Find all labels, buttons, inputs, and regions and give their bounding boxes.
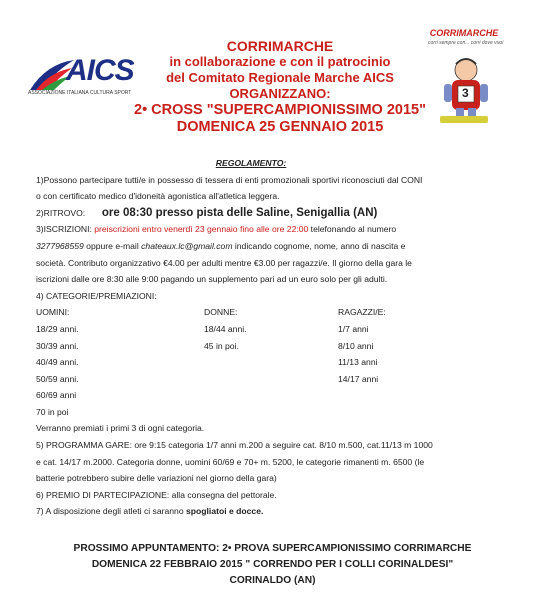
corrimarche-wordmark: CORRIMARCHE [429, 28, 499, 38]
premio-text: : alla consegna del pettorale. [166, 489, 277, 500]
rule-3-line-2 [36, 238, 506, 255]
rule-1-line-2: o con certificato medico d'idoneità agonistica all'atletica leggera. [36, 191, 280, 202]
rule-7-bold: spogliatoi e docce. [186, 506, 264, 517]
uomini-column [36, 304, 79, 420]
programma-label: 5) PROGRAMMA GARE [36, 439, 130, 450]
organize-line: ORGANIZZANO: [229, 86, 331, 101]
donne-item: 45 in poi. [204, 340, 239, 351]
mascot-bib-number: 3 [462, 86, 469, 100]
rule-4-title: 4) CATEGORIE/PREMIAZIONI: [36, 290, 157, 301]
rule-1-line-1: 1)Possono partecipare tutti/e in possesso di tessera di enti promozionali sportivi riconosciuti dal CONI [36, 174, 423, 185]
programma-text-1: : ore 9:15 categoria 1/7 anni m.200 a seguire cat. 8/10 m.500, cat.11/13 m 1000 [129, 439, 433, 450]
iscrizioni-details: indicando cognome, nome, anno di nascita e [232, 240, 406, 251]
ritrovo-value: ore 08:30 presso pista delle Saline, Senigallia (AN) [101, 206, 378, 219]
ragazzi-item: 11/13 anni [338, 357, 378, 368]
uomini-item: 70 in poi [36, 406, 69, 417]
uomini-item: 50/59 anni. [36, 373, 79, 384]
corrimarche-logo [418, 28, 510, 128]
ragazzi-item: 8/10 anni [338, 340, 374, 351]
rule-3-line-1 [36, 221, 506, 238]
uomini-item: 60/69 anni [36, 390, 77, 401]
rule-7-text: 7) A disposizione degli atleti ci saranno [36, 506, 187, 517]
aics-logo [28, 50, 134, 100]
uomini-item: 18/29 anni. [36, 323, 79, 334]
donne-column [204, 304, 247, 354]
runner-mascot-icon [418, 28, 510, 128]
ragazzi-item: 1/7 anni [338, 323, 369, 334]
event-date: DOMENICA 25 GENNAIO 2015 [176, 119, 384, 135]
next-event-footer [20, 541, 525, 589]
ragazzi-column [338, 304, 386, 387]
iscrizioni-deadline: preiscrizioni entro venerdì 23 gennaio fino alle ore 22:00 [94, 224, 309, 235]
aics-subtitle: ASSOCIAZIONE ITALIANA CULTURA SPORT [28, 90, 132, 96]
organizer-name: CORRIMARCHE [226, 38, 334, 54]
ritrovo-label: 2)RITROVO: [36, 207, 86, 218]
ragazzi-item: 14/17 anni [338, 373, 379, 384]
uomini-item: 40/49 anni. [36, 357, 79, 368]
uomini-item: 30/39 anni. [36, 340, 79, 351]
ragazzi-title: RAGAZZI/E: [338, 307, 386, 318]
iscrizioni-label: 3)ISCRIZIONI: [36, 224, 92, 235]
rule-3-line-3: società. Contributo organizzativo €4.00 per adulti mentre €3.00 per ragazzi/e. Il giorno della gara le [36, 257, 412, 268]
rule-7 [36, 503, 506, 520]
regolamento-title: REGOLAMENTO: [215, 158, 287, 168]
mascot-ground-band [440, 116, 488, 123]
iscrizioni-phone: 3277968559 [36, 240, 84, 251]
iscrizioni-email-link[interactable]: chateaux.lc@gmail.com [141, 240, 233, 251]
rule-6 [36, 487, 506, 504]
premiazioni-note: Verranno premiati i primi 3 di ogni categoria. [36, 423, 205, 434]
next-event-line-1: PROSSIMO APPUNTAMENTO: 2• PROVA SUPERCAMPIONISSIMO CORRIMARCHE [73, 543, 472, 554]
iscrizioni-email-intro: oppure e-mail [83, 240, 142, 251]
donne-item: 18/44 anni. [204, 323, 247, 334]
premio-label: 6) PREMIO DI PARTECIPAZIONE [36, 489, 167, 500]
rule-5-line-1 [36, 437, 506, 454]
rule-3-line-4: iscrizioni dalle ore 8:30 alle 9:00 pagando un supplemento pari ad un euro solo per gli adulti. [36, 274, 388, 285]
iscrizioni-phone-intro: telefonando al numero [308, 224, 397, 235]
rule-2-ritrovo [36, 205, 506, 222]
aics-wordmark: AICS [66, 54, 134, 87]
rule-5-line-2: e cat. 14/17 m.2000. Categoria donne, uomini 60/69 e 70+ m. 5200, le categorie rimanenti m. 6500 (le [36, 456, 425, 467]
next-event-line-2: DOMENICA 22 FEBBRAIO 2015 " CORRENDO PER I COLLI CORINALDESI" [91, 559, 454, 570]
categories-table [36, 304, 506, 420]
corrimarche-tagline: corri sempre con... corri dove vuoi [428, 40, 504, 46]
regolamento-body [36, 155, 506, 520]
collaboration-line: in collaborazione e con il patrocinio [169, 54, 391, 69]
committee-line: del Comitato Regionale Marche AICS [166, 70, 394, 85]
donne-title: DONNE: [204, 307, 238, 318]
event-header [130, 38, 430, 136]
next-event-line-3: CORINALDO (AN) [229, 575, 316, 586]
event-title: 2• CROSS "SUPERCAMPIONISSIMO 2015" [134, 102, 426, 118]
uomini-title: UOMINI: [36, 307, 70, 318]
rule-5-line-3: batterie potrebbero subire delle variazioni nel giorno della gara) [36, 473, 277, 484]
